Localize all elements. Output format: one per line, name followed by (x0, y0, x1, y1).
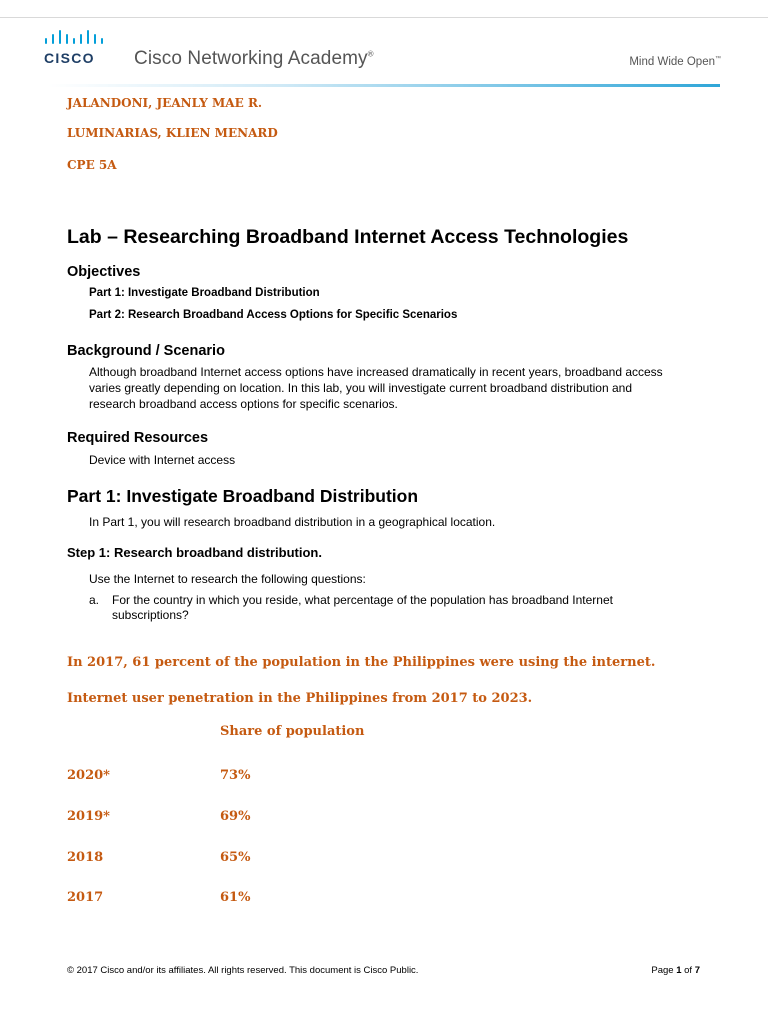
objective-item-1: Part 1: Investigate Broadband Distribution (89, 287, 320, 299)
question-line-2: subscriptions? (112, 608, 189, 622)
table-header-share: Share of population (220, 724, 365, 739)
student-name-2: LUMINARIAS, KLIEN MENARD (67, 126, 278, 140)
answer-line-1: In 2017, 61 percent of the population in the Philippines were using the internet. (67, 655, 656, 670)
question-line-1: For the country in which you reside, what percentage of the population has broadband Internet (112, 593, 613, 607)
table-row-share: 61% (220, 890, 251, 905)
trademark-mark: ™ (715, 56, 721, 63)
logo-bar-3 (59, 30, 61, 44)
background-heading: Background / Scenario (67, 343, 225, 359)
step1-instruction: Use the Internet to research the following questions: (89, 572, 366, 586)
question-text (112, 593, 672, 623)
table-row-share: 73% (220, 768, 251, 783)
registered-mark: ® (367, 49, 374, 59)
part1-intro: In Part 1, you will research broadband distribution in a geographical location. (89, 515, 496, 529)
tagline: Mind Wide Open™ (629, 56, 721, 68)
section-label: CPE 5A (67, 158, 117, 172)
cisco-logo-text: CISCO (44, 50, 95, 66)
table-row-share: 69% (220, 809, 251, 824)
resources-item: Device with Internet access (89, 453, 236, 467)
logo-bar-5 (73, 38, 75, 44)
page-number: Page 1 of 7 (651, 965, 700, 976)
question-letter: a. (89, 593, 100, 607)
background-line-3: research broadband access options for specific scenarios. (89, 397, 398, 411)
resources-heading: Required Resources (67, 430, 209, 446)
objective-item-2: Part 2: Research Broadband Access Options for Specific Scenarios (89, 309, 458, 321)
table-row-share: 65% (220, 850, 251, 865)
logo-bar-2 (52, 34, 54, 44)
header-gradient-rule (48, 84, 720, 87)
table-row-year: 2020* (67, 768, 110, 783)
background-line-1: Although broadband Internet access options have increased dramatically in recent years, broadband access (89, 365, 663, 379)
logo-bar-6 (80, 34, 82, 44)
table-row-year: 2017 (67, 890, 104, 905)
objectives-heading: Objectives (67, 264, 141, 280)
background-line-2: varies greatly depending on location. In this lab, you will investigate current broadband distribution and (89, 381, 632, 395)
logo-bar-1 (45, 38, 47, 44)
cisco-logo-icon (44, 30, 116, 66)
part1-heading: Part 1: Investigate Broadband Distribution (67, 486, 419, 506)
background-paragraph (89, 364, 704, 412)
footer-copyright: © 2017 Cisco and/or its affiliates. All rights reserved. This document is Cisco Public. (67, 965, 419, 976)
logo-bar-7 (87, 30, 89, 44)
table-row-year: 2018 (67, 850, 104, 865)
brand-name: Cisco Networking Academy® (134, 48, 374, 69)
logo-bar-8 (94, 34, 96, 44)
step1-heading: Step 1: Research broadband distribution. (67, 545, 322, 560)
logo-bar-9 (101, 38, 103, 44)
student-name-1: JALANDONI, JEANLY MAE R. (67, 96, 263, 110)
answer-line-2: Internet user penetration in the Philippines from 2017 to 2023. (67, 691, 533, 706)
logo-bar-4 (66, 34, 68, 44)
table-row-year: 2019* (67, 809, 110, 824)
top-border-line (0, 17, 768, 18)
document-title: Lab – Researching Broadband Internet Access Technologies (67, 226, 629, 248)
